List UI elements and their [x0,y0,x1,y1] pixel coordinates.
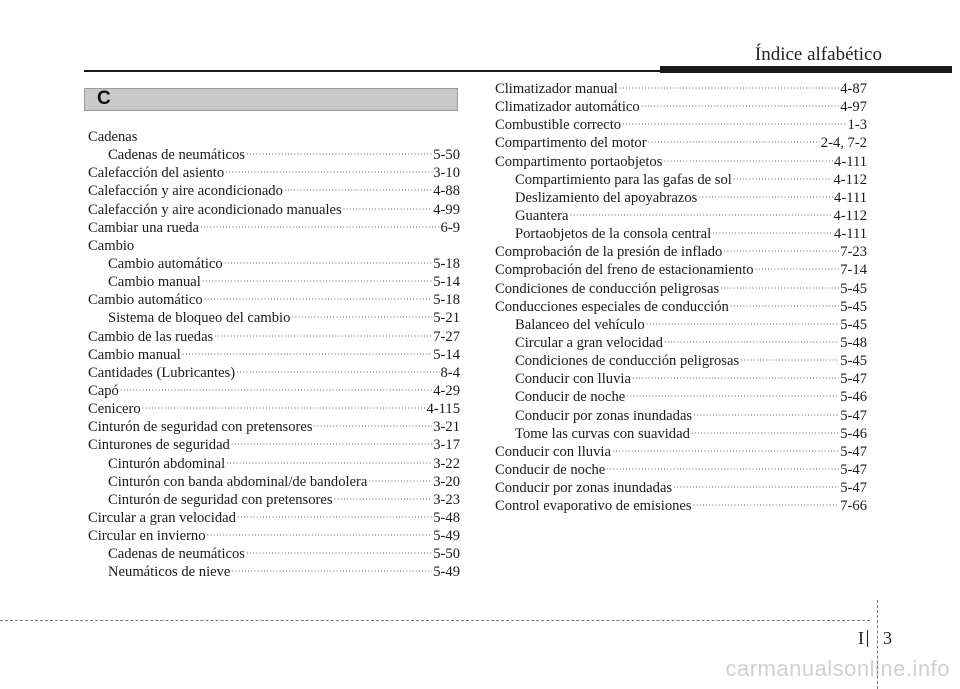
entry-label: Cambio automático [108,255,223,272]
entry-page-ref: 3-10 [433,165,460,182]
entry-label: Cambio [88,237,135,254]
dot-leader [733,171,833,189]
entry-label: Circular en invierno [88,528,206,545]
entry-page-ref: 5-45 [840,280,867,297]
index-entry [495,497,867,515]
dot-leader [673,479,839,497]
entry-label: Calefacción y aire acondicionado manuales [88,201,342,218]
entry-page-ref: 3-22 [433,455,460,472]
dot-leader [663,153,833,171]
entry-label: Compartimento del motor [495,135,647,152]
index-entry [88,182,460,200]
dot-leader [698,189,833,207]
index-entry [88,291,460,309]
entry-label: Conducciones especiales de conducción [495,298,729,315]
entry-page-ref: 5-47 [840,371,867,388]
index-subentry [88,273,460,291]
entry-page-ref: 5-47 [840,480,867,497]
dot-leader [720,280,839,298]
entry-page-ref: 7-23 [840,244,867,261]
dot-leader [202,273,432,291]
entry-page-ref: 5-48 [433,509,460,526]
dot-leader [612,443,839,461]
dot-leader [343,201,433,219]
entry-page-ref: 5-14 [433,274,460,291]
entry-label: Cinturón abdominal [108,455,226,472]
entry-page-ref: 5-49 [433,564,460,581]
index-subentry [88,491,460,509]
entry-label: Conducir de noche [515,389,626,406]
index-entry [495,298,867,316]
dot-leader [641,98,840,116]
index-entry [495,134,867,152]
index-entry [88,328,460,346]
entry-page-ref: 4-112 [833,207,867,224]
index-subentry [495,171,867,189]
dot-leader [120,382,432,400]
entry-label: Cadenas [88,129,138,145]
entry-label: Cambio manual [88,346,181,363]
section-letter-box [84,88,458,111]
entry-label: Conducir de noche [495,461,606,478]
index-entry [88,527,460,545]
dot-leader [334,491,433,509]
index-entry [495,479,867,497]
entry-page-ref: 5-47 [840,407,867,424]
entry-label: Balanceo del vehículo [515,316,645,333]
index-entry [495,280,867,298]
index-subentry [88,309,460,327]
index-subentry [495,189,867,207]
index-entry [495,153,867,171]
entry-label: Cinturón con banda abdominal/de bandolera [108,473,368,490]
entry-label: Neumáticos de nieve [108,564,231,581]
index-entry [495,261,867,279]
entry-label: Combustible correcto [495,117,622,134]
dot-leader [648,134,820,152]
index-subentry [88,455,460,473]
entry-label: Cambiar una rueda [88,219,200,236]
index-entry [88,418,460,436]
entry-label: Cenicero [88,401,141,418]
entry-page-ref: 4-87 [840,81,867,97]
index-subentry [495,225,867,243]
entry-label: Conducir con lluvia [495,443,611,460]
index-entry [88,237,460,255]
index-subentry [495,207,867,225]
entry-page-ref: 3-21 [433,419,460,436]
entry-page-ref: 4-111 [834,226,867,243]
entry-page-ref: 4-111 [834,153,867,170]
entry-label: Cinturón de seguridad con pretensores [108,491,333,508]
entry-page-ref: 8-4 [440,364,460,381]
dot-leader [225,164,432,182]
dot-leader [569,207,832,225]
dot-leader [755,261,840,279]
index-subentry [495,407,867,425]
index-subentry [495,370,867,388]
dot-leader [246,545,432,563]
entry-label: Climatizador manual [495,81,618,97]
entry-label: Cambio automático [88,292,203,309]
entry-page-ref: 4-29 [433,382,460,399]
entry-page-ref: 4-97 [840,99,867,116]
entry-label: Cambio de las ruedas [88,328,214,345]
entry-page-ref: 4-99 [433,201,460,218]
index-subentry [88,255,460,273]
index-column-right [495,80,867,515]
entry-label: Cinturón de seguridad con pretensores [88,419,313,436]
entry-page-ref: 7-66 [840,498,867,515]
dot-leader [231,563,432,581]
entry-label: Guantera [515,207,569,224]
entry-label: Calefacción y aire acondicionado [88,183,283,200]
entry-label: Cinturones de seguridad [88,437,230,454]
dot-leader [142,400,426,418]
index-entry [495,443,867,461]
entry-page-ref: 5-45 [840,316,867,333]
entry-page-ref: 7-14 [840,262,867,279]
entry-label: Cantidades (Lubricantes) [88,364,236,381]
footer-page-number: 3 [883,628,892,648]
entry-page-ref: 5-46 [840,389,867,406]
index-entry [88,364,460,382]
entry-page-ref: 4-115 [426,401,460,418]
dot-leader [200,219,440,237]
index-entry [88,128,460,146]
watermark: carmanualsonline.info [725,656,950,681]
index-subentry [495,316,867,334]
entry-page-ref: 7-27 [433,328,460,345]
dot-leader [314,418,433,436]
entry-label: Cadenas de neumáticos [108,147,245,164]
footer-divider [867,630,868,647]
entry-label: Conducir por zonas inundadas [515,407,693,424]
entry-label: Conducir con lluvia [515,371,631,388]
footer-rule [0,620,870,621]
index-subentry [88,473,460,491]
entry-page-ref: 6-9 [440,219,460,236]
entry-page-ref: 3-20 [433,473,460,490]
entry-label: Cambio manual [108,274,201,291]
dot-leader [368,473,432,491]
dot-leader [237,509,432,527]
entry-page-ref: 5-47 [840,443,867,460]
dot-leader [740,352,839,370]
index-subentry [88,563,460,581]
dot-leader [606,461,839,479]
dot-leader [207,527,433,545]
entry-label: Comprobación de la presión de inflado [495,244,723,261]
dot-leader [664,334,839,352]
dot-leader [691,425,839,443]
index-entry [88,164,460,182]
entry-page-ref: 5-45 [840,353,867,370]
index-entry [88,346,460,364]
dot-leader [622,116,846,134]
entry-page-ref: 5-14 [433,346,460,363]
index-entry [88,201,460,219]
index-entry [88,400,460,418]
header-bar [660,66,952,73]
entry-label: Compartimento portaobjetos [495,153,663,170]
dot-leader [214,328,432,346]
index-subentry [495,352,867,370]
dot-leader [646,316,840,334]
index-subentry [495,425,867,443]
entry-label: Compartimiento para las gafas de sol [515,171,732,188]
entry-label: Tome las curvas con suavidad [515,425,690,442]
index-entry [495,116,867,134]
entry-label: Condiciones de conducción peligrosas [515,353,740,370]
entry-page-ref: 4-88 [433,183,460,200]
entry-label: Portaobjetos de la consola central [515,226,712,243]
entry-page-ref: 4-111 [834,189,867,206]
index-entry [495,80,867,98]
section-letter: C [97,88,111,109]
dot-leader [730,298,839,316]
dot-leader [723,243,839,261]
index-subentry [495,388,867,406]
entry-page-ref: 5-21 [433,310,460,327]
dot-leader [246,146,432,164]
entry-page-ref: 5-50 [433,546,460,563]
entry-page-ref: 5-18 [433,292,460,309]
entry-page-ref: 3-17 [433,437,460,454]
entry-label: Sistema de bloqueo del cambio [108,310,291,327]
dot-leader [236,364,439,382]
index-entry [88,219,460,237]
entry-page-ref: 5-18 [433,255,460,272]
page-header-title: Índice alfabético [754,44,882,65]
dot-leader [224,255,433,273]
entry-label: Comprobación del freno de estacionamiento [495,262,754,279]
dot-leader [204,291,433,309]
dot-leader [226,455,432,473]
dot-leader [284,182,432,200]
footer-section-number: I [858,628,864,648]
index-subentry [88,146,460,164]
entry-page-ref: 5-48 [840,334,867,351]
dot-leader [626,388,839,406]
entry-label: Deslizamiento del apoyabrazos [515,189,698,206]
entry-page-ref: 5-45 [840,298,867,315]
index-subentry [88,545,460,563]
index-subentry [495,334,867,352]
entry-page-ref: 1-3 [847,117,867,134]
dot-leader [182,346,432,364]
index-entry [88,436,460,454]
entry-page-ref: 5-46 [840,425,867,442]
entry-page-ref: 5-47 [840,461,867,478]
entry-label: Conducir por zonas inundadas [495,480,673,497]
dot-leader [231,436,432,454]
index-entry [88,382,460,400]
entry-label: Condiciones de conducción peligrosas [495,280,720,297]
index-entry [495,461,867,479]
entry-page-ref: 5-49 [433,528,460,545]
entry-label: Control evaporativo de emisiones [495,498,692,515]
index-entry [88,509,460,527]
index-entry [495,98,867,116]
entry-label: Calefacción del asiento [88,165,225,182]
entry-label: Capó [88,382,119,399]
entry-label: Cadenas de neumáticos [108,546,245,563]
dot-leader [712,225,833,243]
dot-leader [619,80,839,98]
entry-page-ref: 3-23 [433,491,460,508]
dot-leader [291,309,432,327]
dot-leader [693,407,839,425]
index-entry [495,243,867,261]
dot-leader [693,497,840,515]
index-column-left [88,128,460,582]
entry-label: Circular a gran velocidad [515,334,663,351]
entry-label: Climatizador automático [495,99,640,116]
entry-page-ref: 2-4, 7-2 [820,135,867,152]
entry-page-ref: 5-50 [433,147,460,164]
entry-page-ref: 4-112 [833,171,867,188]
entry-label: Circular a gran velocidad [88,509,236,526]
dot-leader [632,370,839,388]
